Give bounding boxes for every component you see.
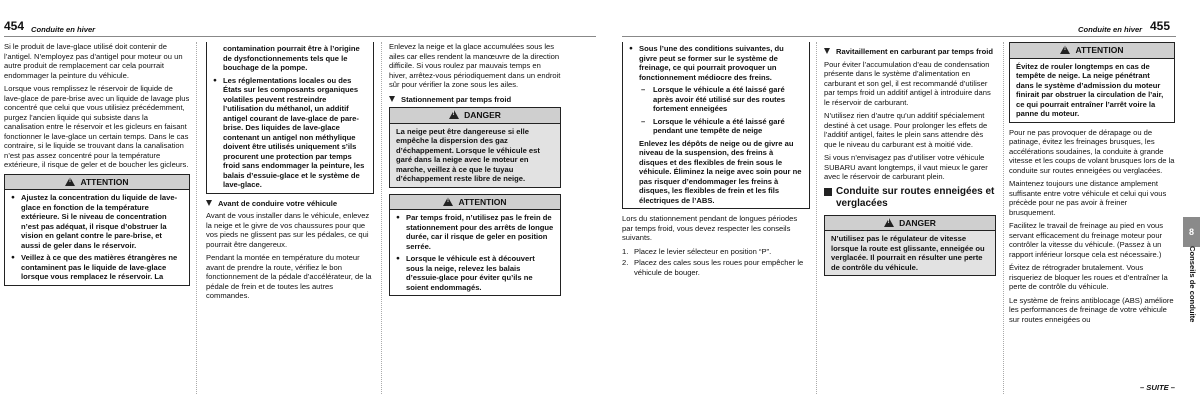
attention-body: Évitez de rouler longtemps en cas de tempête de neige. La neige pénétrant dans le système d’admission du moteur finirait par obstruer la circulation de l’air, ce qui pourrait entraîner l’arrêt voire la panne du moteur.: [1010, 59, 1174, 122]
attention-box-continued: [206, 42, 374, 194]
dash-item: – Lorsque le véhicule a été laissé garé pendant une tempête de neige: [639, 117, 803, 136]
paragraph: Le système de freins antiblocage (ABS) améliore les performances de freinage de votre véhicule sur routes enneigées ou: [1009, 295, 1174, 324]
chapter-label-text: Conseils de conduite: [1188, 246, 1197, 323]
paragraph: Si le produit de lave-glace utilisé doit contenir de l’antigel. N’employez pas d’antigel pour moteur ou un autre produit de remplacement car cela pourrait endommager la peinture du véhicule.: [4, 42, 183, 80]
subheading: [389, 95, 561, 105]
attention-header: [1010, 43, 1174, 59]
running-title: Conduite en hiver: [1078, 25, 1143, 34]
subheading-text: Ravitaillement en carburant par temps froid: [836, 47, 993, 56]
chapter-label: [1185, 240, 1199, 340]
danger-box: [389, 107, 561, 188]
attention-box: [389, 194, 561, 297]
continued-text: Enlevez les dépôts de neige ou de givre au niveau de la suspension, des freins à disques et des flexibles de frein sous le véhicule. Éliminez la neige avec soin pour ne pas risquer d’endommager les freins à disques, les flexibles de frein et les fils électriques de l’ABS.: [639, 138, 802, 205]
chapter-tab: 8: [1183, 217, 1200, 247]
dash-item: – Lorsque le véhicule a été laissé garé après avoir été utilisé sur des routes fortement enneigées: [639, 85, 803, 114]
continued-footer: – SUITE –: [1139, 383, 1175, 392]
warning-icon: [65, 177, 75, 186]
attention-body: [623, 42, 809, 208]
column-2: [824, 42, 996, 281]
danger-body: N’utilisez pas le régulateur de vitesse lorsque la route est glissante, enneigée ou verglacée. Il pourrait en résulter une perte de contrôle du véhicule.: [825, 231, 995, 275]
attention-box-continued: [622, 42, 810, 209]
column-divider: [196, 42, 197, 394]
column-divider: [816, 42, 817, 394]
step-item: [622, 247, 810, 257]
arrow-down-icon: [389, 96, 395, 102]
warning-icon: [443, 197, 453, 206]
warning-icon: [1060, 45, 1070, 54]
attention-title: ATTENTION: [458, 196, 507, 207]
column-divider: [381, 42, 382, 394]
warning-icon: [884, 218, 894, 227]
subheading: [206, 199, 374, 209]
column-divider: [1003, 42, 1004, 394]
paragraph: Enlevez la neige et la glace accumulées sous les ailes car elles rendent la manœuvre de la direction difficile. Si vous roulez par mauvais temps en hiver, arrêtez-vous périodiquement dans un endroit sûr pour vérifier la zone sous les ailes.: [389, 42, 561, 89]
subheading-text: Stationnement par temps froid: [401, 94, 512, 104]
paragraph: Si vous n’envisagez pas d’utiliser votre véhicule SUBARU avant longtemps, il vaut mieux le garer avec le réservoir de carburant plein.: [824, 153, 988, 181]
paragraph: Lors du stationnement pendant de longues périodes par temps froid, vous devez respecter les conseils suivants.: [622, 214, 798, 242]
paragraph: Facilitez le travail de freinage au pied en vous servant efficacement du freinage moteur pour contrôler la vitesse du véhicule. (Passez à un rapport inférieur lorsque cela est nécessaire.): [1009, 221, 1164, 259]
step-number: 2.: [622, 258, 629, 267]
subheading-text: Avant de conduire votre véhicule: [218, 198, 338, 208]
bullet-item: ● Ajustez la concentration du liquide de lave-glace en fonction de la température extérieure. Si le niveau de concentration n’est pas adéquat, il risque d’obstruer la vision en gelant contre le pare-brise, et aussi de geler dans le réservoir.: [11, 193, 183, 250]
arrow-down-icon: [824, 48, 830, 54]
paragraph: N’utilisez rien d’autre qu’un additif spécialement destiné à cet usage. Pour prolonger les effets de l’additif antigel, faites le plein sans attendre dès que le niveau du carburant est à moitié vide.: [824, 111, 988, 149]
bullet-item: ● Veillez à ce que des matières étrangères ne contaminent pas le liquide de lave-glace lorsque vous remplacez le réservoir. La: [11, 253, 183, 282]
paragraph: Pour éviter l’accumulation d’eau de condensation présente dans le système d’alimentation en carburant et son gel, il est recommandé d’utiliser par temps froid un additif antigel à introduire dans le réservoir de carburant.: [824, 59, 991, 107]
step-text: Placez des cales sous les roues pour empêcher le véhicule de bouger.: [634, 258, 804, 277]
bullet-item: ● Sous l’une des conditions suivantes, du givre peut se former sur le système de freinage, ce qui pourrait provoquer un fonctionnement médiocre des freins.: [629, 44, 803, 82]
continued-text: contamination pourrait être à l’origine de dysfonctionnements tels que le bouchage de la pompe.: [223, 44, 360, 72]
paragraph: Pour ne pas provoquer de dérapage ou de patinage, évitez les freinages brusques, les accélérations soudaines, la conduite à grande vitesse et les coups de volant brusques lors de la conduite sur routes enneigées ou verglacées.: [1009, 127, 1175, 175]
danger-title: DANGER: [464, 110, 501, 120]
header-rule: [4, 36, 596, 37]
running-title: Conduite en hiver: [31, 25, 96, 34]
attention-body: [207, 42, 373, 193]
warning-icon: [449, 110, 459, 119]
column-3: [389, 42, 561, 301]
danger-header: [825, 216, 995, 232]
step-text: Placez le levier sélecteur en position “P”.: [634, 246, 772, 256]
bullet-item: ● Lorsque le véhicule est à découvert sous la neige, relevez les balais d’essuie-glace pour éviter qu’ils ne soient endommagés.: [396, 254, 554, 292]
paragraph: Pendant la montée en température du moteur avant de prendre la route, vérifiez le bon fonctionnement de la pédale d’accélérateur, de la pédale de frein et de toutes les autres commandes.: [206, 253, 372, 300]
page-number: 454: [4, 19, 25, 33]
attention-body: [5, 190, 189, 285]
header-rule: [622, 36, 1176, 37]
paragraph: Avant de vous installer dans le véhicule, enlevez la neige et le givre de vos chaussures pour que vos pieds ne glissent pas sur les pédales, ce qui pourrait être dangereux.: [206, 211, 370, 249]
bullet-item: ● Les réglementations locales ou des États sur les composants organiques volatiles peuvent restreindre l’utilisation du méthanol, un additif antigel courant de lave-glace de pare-brise. Des liquides de lave-glace contenant un antigel non méthylique doivent être utilisés uniquement s’ils procurent une protection par temps froid sans endommager la peinture, les balais d’essuie-glace et le système de lave-glace.: [213, 76, 367, 190]
attention-body: [390, 210, 560, 295]
paragraph: Lorsque vous remplissez le réservoir de liquide de lave-glace de pare-brise avec un liquide de lavage plus concentré que celui que vous utilisiez précédemment, purgez l’ancien liquide qui subsiste dans la canalisation entre le réservoir et les gicleurs en faisant fonctionner le lave-glace un certain temps. Dans le cas contraire, si le liquide se trouvant dans la canalisation n’est pas assez concentré pour la température extérieure, il risque de geler et de boucher les gicleurs.: [4, 84, 190, 169]
paragraph: Évitez de rétrograder brutalement. Vous risqueriez de bloquer les roues et d’entraîner la perte de contrôle du véhicule.: [1009, 263, 1168, 291]
paragraph: Maintenez toujours une distance amplement suffisante entre votre véhicule et celui qui vous précède pour ne pas avoir à freiner brusquement.: [1009, 179, 1167, 217]
attention-box: [4, 174, 190, 286]
column-3: [1009, 42, 1175, 328]
section-heading: Conduite sur routes enneigées et verglacées: [824, 186, 996, 210]
danger-header: [390, 108, 560, 124]
subheading: [824, 47, 996, 57]
step-item: [622, 258, 810, 277]
column-2: [206, 42, 374, 305]
column-1: [622, 42, 810, 279]
attention-title: ATTENTION: [1075, 45, 1124, 55]
attention-title: ATTENTION: [80, 176, 129, 187]
arrow-down-icon: [206, 200, 212, 206]
danger-title: DANGER: [899, 217, 936, 228]
danger-body: La neige peut être dangereuse si elle empêche la dispersion des gaz d’échappement. Lorsque le véhicule est garé dans la neige avec le moteur en marche, veillez à ce que le tuyau d’échappement reste libre de neige.: [390, 124, 560, 187]
attention-header: [390, 195, 560, 211]
attention-box: [1009, 42, 1175, 123]
page-number: 455: [1150, 19, 1171, 33]
column-1: [4, 42, 190, 291]
danger-box: [824, 215, 996, 277]
attention-header: [5, 175, 189, 191]
step-number: 1.: [622, 246, 629, 256]
bullet-item: ● Par temps froid, n’utilisez pas le frein de stationnement pour des arrêts de longue durée, car il risque de geler en position serrée.: [396, 213, 554, 251]
right-page: [600, 0, 1200, 402]
